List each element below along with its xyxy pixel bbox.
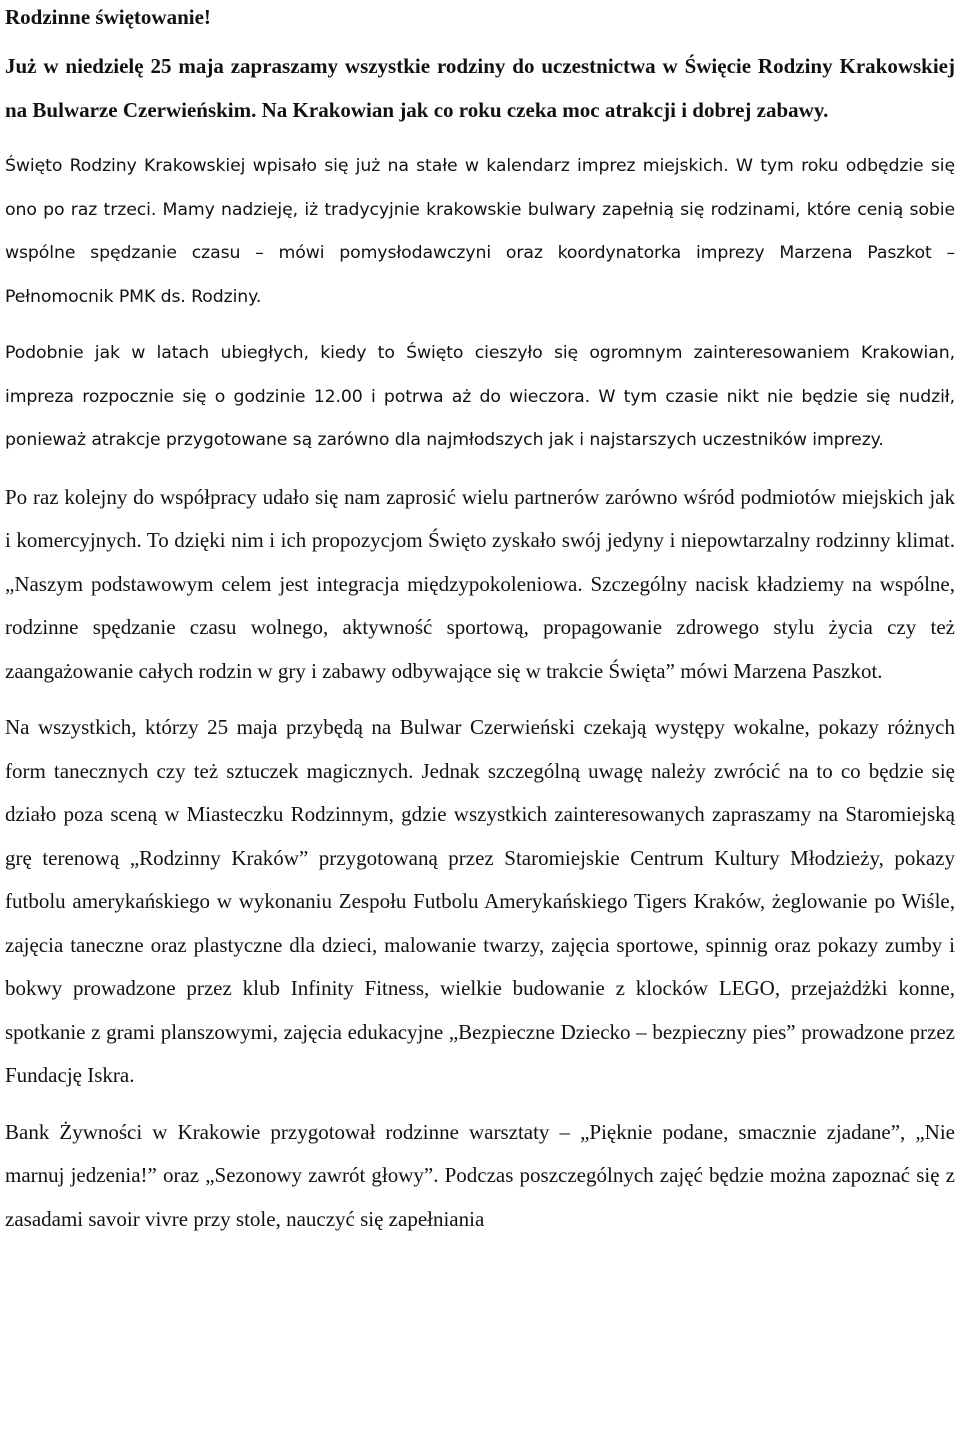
- paragraph-5: Bank Żywności w Krakowie przygotował rodzinne warsztaty – „Pięknie podane, smacznie zjadane”, „Nie marnuj jedzenia!” oraz „Sezonowy zawrót głowy”. Podczas poszczególnych zajęć będzie można zapoznać się z zasadami savoir vivre przy stole, nauczyć się zapełniania: [5, 1119, 955, 1231]
- paragraph-1: Święto Rodziny Krakowskiej wpisało się już na stałe w kalendarz imprez miejskich. W tym roku odbędzie się ono po raz trzeci. Mamy nadzieję, iż tradycyjnie krakowskie bulwary zapełnią się rodzinami, które cenią sobie wspólne spędzanie czasu – mówi pomysłodawczyni oraz koordynatorka imprezy Marzena Paszkot – Pełnomocnik PMK ds. Rodziny.: [5, 156, 955, 307]
- document-page: [5, 0, 955, 1456]
- paragraph-4: Na wszystkich, którzy 25 maja przybędą na Bulwar Czerwieński czekają występy wokalne, pokazy różnych form tanecznych czy też sztuczek magicznych. Jednak szczególną uwagę należy zwrócić na to co będzie się działo poza sceną w Miasteczku Rodzinnym, gdzie wszystkich zainteresowanych zapraszamy na Staromiejską grę terenową „Rodzinny Kraków” przygotowaną przez Staromiejskie Centrum Kultury Młodzieży, pokazy futbolu amerykańskiego w wykonaniu Zespołu Futbolu Amerykańskiego Tigers Kraków, żeglowanie po Wiśle, zajęcia taneczne oraz plastyczne dla dzieci, malowanie twarzy, zajęcia sportowe, spinnig oraz pokazy zumby i bokwy prowadzone przez klub Infinity Fitness, wielkie budowanie z klocków LEGO, przejażdżki konne, spotkanie z grami planszowymi, zajęcia edukacyjne „Bezpieczne Dziecko – bezpieczny pies” prowadzone przez Fundację Iskra.: [5, 715, 955, 1087]
- article-lead: Już w niedzielę 25 maja zapraszamy wszystkie rodziny do uczestnictwa w Święcie Rodziny Krakowskiej na Bulwarze Czerwieńskim. Na Krakowian jak co roku czeka moc atrakcji i dobrej zabawy.: [5, 54, 955, 122]
- paragraph-3: Po raz kolejny do współpracy udało się nam zaprosić wielu partnerów zarówno wśród podmiotów miejskich jak i komercyjnych. To dzięki nim i ich propozycjom Święto zyskało swój jedyny i niepowtarzalny rodzinny klimat. „Naszym podstawowym celem jest integracja międzypokoleniowa. Szczególny nacisk kładziemy na wspólne, rodzinne spędzanie czasu wolnego, aktywność sportową, propagowanie zdrowego stylu życia czy też zaangażowanie całych rodzin w gry i zabawy odbywające się w trakcie Święta” mówi Marzena Paszkot.: [5, 484, 955, 683]
- article-title: Rodzinne świętowanie!: [5, 5, 211, 29]
- paragraph-2: Podobnie jak w latach ubiegłych, kiedy to Święto cieszyło się ogromnym zainteresowaniem Krakowian, impreza rozpocznie się o godzinie 12.00 i potrwa aż do wieczora. W tym czasie nikt nie będzie się nudził, ponieważ atrakcje przygotowane są zarówno dla najmłodszych jak i najstarszych uczestników imprezy.: [5, 343, 955, 450]
